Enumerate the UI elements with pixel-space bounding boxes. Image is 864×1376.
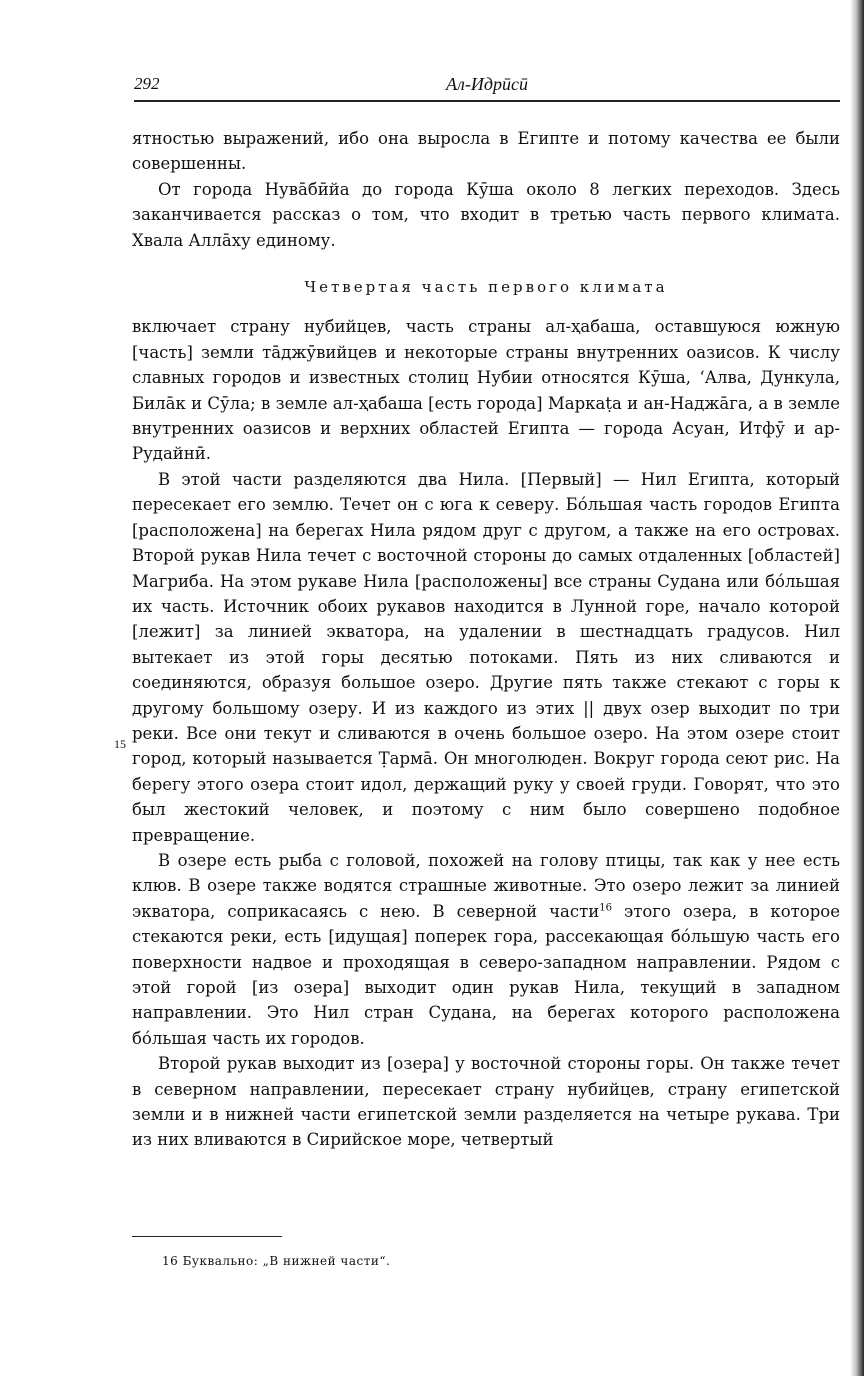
paragraph-two-niles: В этой части разделяются два Нила. [Первый] — Нил Египта, который пересекает его землю. Течет он с юга к северу. Бо́льшая часть городов Египта [расположена] на берегах Нила рядом друг с другом, а также на его островах. Второй рукав Нила течет с восточной стороны до самых отдаленных [областей] Магриба. На этом рукаве Нила [расположены] все страны Судана или бо́льшая их часть. Источник обоих рукавов находится в Лунной горе, начало которой [лежит] за линией экватора, на удалении в шестнадцать градусов. Нил вытекает из этой горы десятью потоками. Пять из них сливаются и соединяются, образуя большое озеро. Другие пять также стекают с горы к другому большому озеру. И из каждого из этих || двух озер выходит по три реки. Все они текут и сливаются в очень большое озеро. На этом озере стоит город, который называется Ṭармā. Он многолюден. Вокруг города сеют рис. На берегу этого озера стоит идол, держащий руку у своей груди. Говорят, что это был жестокий человек, и поэтому с ним было совершено подобное превращение. xyxy=(132,469,840,845)
paragraph-lake xyxy=(132,848,840,1051)
footnote: 16 Буквально: „В нижней части“. xyxy=(162,1254,391,1268)
paragraph-lake-text-b: этого озера, в которое стекаются реки, есть [идущая] поперек гора, рассекающая бо́льшую часть его поверхности надвое и проходящая в северо-западном направлении. Рядом с этой горой [из озера] выходит один рукав Нила, текущий в западном направлении. Это Нил стран Судана, на берегах которого расположена бо́льшая часть их городов. xyxy=(132,901,840,1048)
paragraph-lake-text-a: В озере есть рыба с головой, похожей на голову птицы, так как у нее есть клюв. В озере также водятся страшные животные. Это озеро лежит за линией экватора, соприкасаясь с нею. В северной части xyxy=(132,850,840,921)
page-header xyxy=(134,72,840,102)
footnote-reference[interactable]: 16 xyxy=(599,902,612,914)
section-heading: Четвертая часть первого климата xyxy=(304,278,668,297)
main-text xyxy=(132,126,840,1153)
margin-line-number: 15 xyxy=(114,737,126,751)
paragraph-continuation: ятностью выражений, ибо она выросла в Египте и потому качества ее были совершенны. xyxy=(132,129,840,174)
paragraph-second-branch: Второй рукав выходит из [озера] у восточной стороны горы. Он также течет в северном направлении, пересекает страну нубийцев, страну египетской земли и в нижней части египетской земли разделяется на четыре рукава. Три из них вливаются в Сирийское море, четвертый xyxy=(132,1054,840,1150)
running-title: Ал-Идрӣсӣ xyxy=(446,74,528,94)
paragraph-route: От города Нувāбӣйа до города Кӯша около 8 легких переходов. Здесь заканчивается рассказ о том, что входит в третью часть первого климата. Хвала Аллāху единому. xyxy=(132,179,840,250)
footnote-divider xyxy=(132,1236,282,1237)
page-edge-shadow xyxy=(850,0,864,1376)
page-number: 292 xyxy=(134,74,160,93)
paragraph-section-intro: включает страну нубийцев, часть страны ал-ҳабаша, оставшуюся южную [часть] земли тāджӯвийцев и некоторые страны внутренних оазисов. К числу славных городов и известных столиц Нубии относятся Кӯша, ‘Алва, Дункула, Билāк и Сӯла; в земле ал-ҳабаша [есть города] Маркаṭа и ан-Наджāга, а в земле внутренних оазисов и верхних областей Египта — города Асуан, Итфӯ и ар-Рудайнӣ. xyxy=(132,317,840,464)
